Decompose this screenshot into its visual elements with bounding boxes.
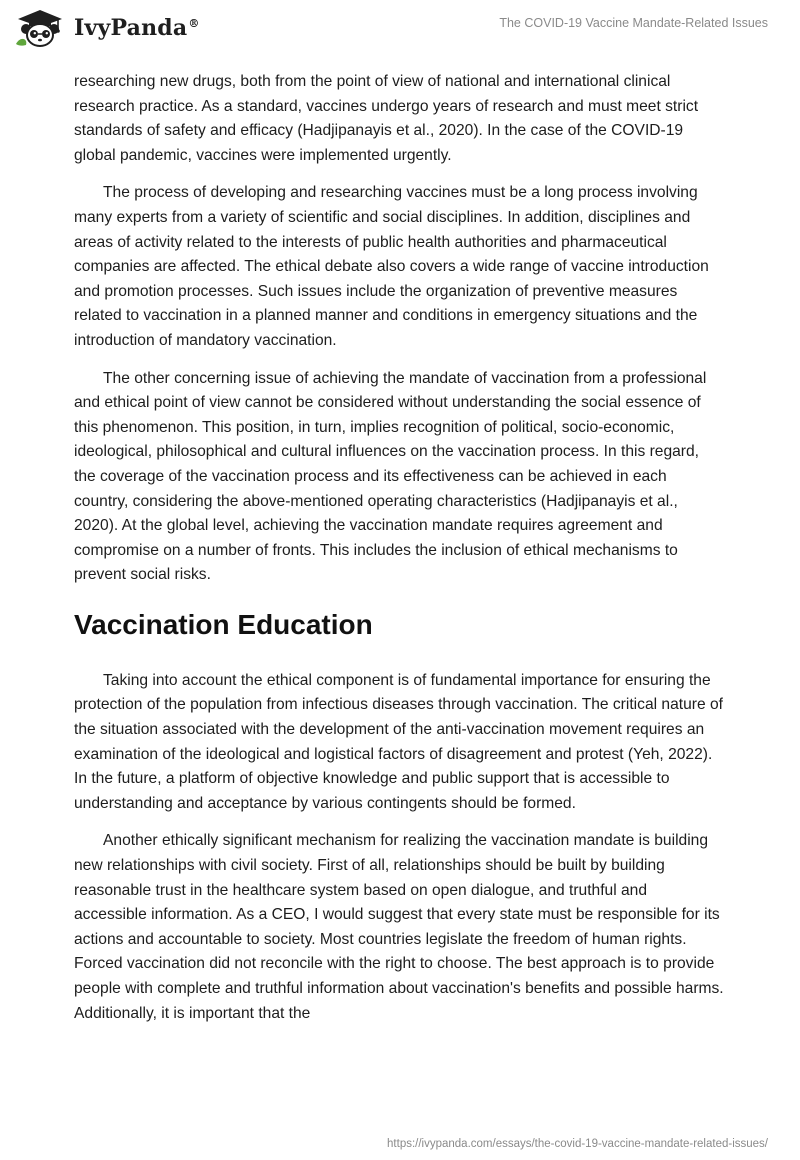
- page-header: [0, 0, 800, 70]
- logo[interactable]: [14, 8, 200, 48]
- paragraph: Another ethically significant mechanism for realizing the vaccination mandate is building new relationships with civil society. First of all, relationships should be built by building reasonable trust in the healthcare system based on open dialogue, and truthful and accessible information. As a CEO, I would suggest that every state must be responsible for its actions and accountable to society. Most countries legislate the freedom of human rights. Forced vaccination did not reconcile with the right to choose. The best approach is to provide people with complete and truthful information about vaccination's benefits and possible harms. Additionally, it is important that the: [74, 832, 724, 1022]
- paragraph: researching new drugs, both from the point of view of national and international clinical research practice. As a standard, vaccines undergo years of research and must meet strict standards of safety and efficacy (Hadjipanayis et al., 2020). In the case of the COVID-19 global pandemic, vaccines were implemented urgently.: [74, 73, 699, 164]
- source-url[interactable]: https://ivypanda.com/essays/the-covid-19-vaccine-mandate-related-issues/: [387, 1138, 768, 1150]
- panda-graduate-icon: [14, 8, 66, 48]
- essay-body: [74, 70, 724, 1026]
- brand-name: IvyPanda®: [74, 15, 200, 41]
- section-heading: Vaccination Education: [74, 608, 373, 640]
- paragraph: The other concerning issue of achieving the mandate of vaccination from a professional and ethical point of view cannot be considered without understanding the social essence of this phenomenon. This position, in turn, implies recognition of political, socio-economic, ideological, philosophical and cultural influences on the vaccination process. In this regard, the coverage of the vaccination process and its effectiveness can be achieved in each country, considering the above-mentioned operating characteristics (Hadjipanayis et al., 2020). At the global level, achieving the vaccination mandate requires agreement and compromise on a number of fronts. This includes the inclusion of ethical mechanisms to prevent social risks.: [74, 369, 707, 584]
- paragraph: Taking into account the ethical component is of fundamental importance for ensuring the protection of the population from infectious diseases through vaccination. The critical nature of the situation associated with the development of the anti-vaccination movement requires an examination of the ideological and logistical factors of disagreement and protest (Yeh, 2022). In the future, a platform of objective knowledge and public support that is accessible to understanding and acceptance by various contingents should be formed.: [74, 671, 723, 812]
- paragraph: The process of developing and researching vaccines must be a long process involving many experts from a variety of scientific and social disciplines. In addition, disciplines and areas of activity related to the interests of public health authorities and pharmaceutical companies are affected. The ethical debate also covers a wide range of vaccine introduction and promotion processes. Such issues include the organization of preventive measures related to vaccination in a planned manner and conditions in emergency situations and the introduction of mandatory vaccination.: [74, 184, 709, 349]
- document-title: The COVID-19 Vaccine Mandate-Related Issues: [499, 16, 768, 30]
